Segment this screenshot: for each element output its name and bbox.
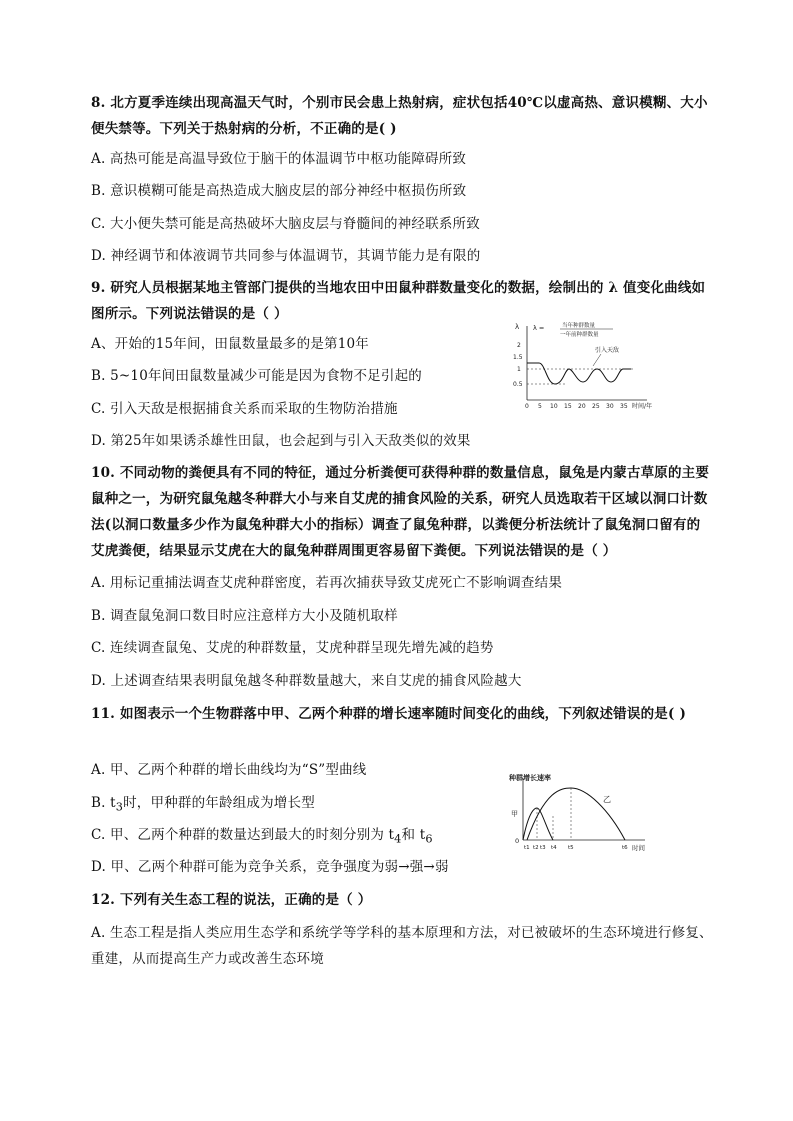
q11-stem: 11. 如图表示一个生物群落中甲、乙两个种群的增长速率随时间变化的曲线，下列叙述错误的是( ) [91,706,687,722]
growth-origin: 0 [515,837,520,845]
t1-label: t1 [524,845,530,851]
lambda-formula-denominator: 一年前种群数量 [560,332,599,338]
t6-label: t6 [622,845,628,851]
lambda-formula-lhs: λ = [533,324,545,332]
q11-option-a: A. 甲、乙两个种群的增长曲线均为“S”型曲线 [91,762,367,778]
q8-option-d: D. 神经调节和体液调节共同参与体温调节，其调节能力是有限的 [91,248,481,264]
t4-label: t4 [551,845,557,851]
lambda-y-tick-1: 1 [517,366,521,373]
q9-stem: 9. 研究人员根据某地主管部门提供的当地农田中田鼠种群数量变化的数据，绘制出的 λ 值变化曲线如图所示。下列说法错误的是（ ） [91,280,706,322]
q10-option-c: C. 连续调查鼠兔、艾虎的种群数量，艾虎种群呈现先增先减的趋势 [91,640,494,656]
lambda-x-tick: 20 [578,403,586,410]
q12-option-a: A. 生态工程是指人类应用生态学和系统学等学科的基本原理和方法，对已被破坏的生态环境进行修复、重建，从而提高生产力或改善生态环境 [91,925,713,967]
lambda-x-axis-label: 时间/年 [632,403,653,410]
q8-option-a: A. 高热可能是高温导致位于脑干的体温调节中枢功能障碍所致 [91,151,467,167]
q8-stem: 8. 北方夏季连续出现高温天气时，个别市民会患上热射病，症状包括40℃以虚高热、意识模糊、大小便失禁等。下列关于热射病的分析，不正确的是( ) [91,95,708,137]
curve-yi-label: 乙 [603,795,611,804]
q11-option-c: C. 甲、乙两个种群的数量达到最大的时刻分别为 $t_4$和 $t_6$ [91,827,433,846]
q10-option-d: D. 上述调查结果表明鼠兔越冬种群数量越大，来自艾虎的捕食风险越大 [91,673,522,689]
t3-label: t3 [540,845,546,851]
t5-label: t5 [568,845,574,851]
growth-x-axis-label: 时间 [632,844,645,852]
lambda-y-tick-2: 2 [517,342,521,349]
lambda-curve [527,363,631,384]
q8-option-c: C. 大小便失禁可能是高热破坏大脑皮层与脊髓间的神经联系所致 [91,216,480,232]
q11-option-d: D. 甲、乙两个种群可能为竞争关系，竞争强度为弱→强→弱 [91,859,449,875]
lambda-figure [505,320,665,410]
lambda-formula-numerator: 当年种群数量 [562,323,596,329]
q9-option-c: C. 引入天敌是根据捕食关系而采取的生物防治措施 [91,401,398,417]
curve-jia [523,808,553,840]
q10-option-b: B. 调查鼠兔洞口数目时应注意样方大小及随机取样 [91,608,398,624]
growth-y-axis-label: 种群增长速率 [509,774,551,782]
lambda-x-tick: 0 [525,403,529,410]
lambda-x-tick: 30 [606,403,614,410]
q8-option-b: B. 意识模糊可能是高热造成大脑皮层的部分神经中枢损伤所致 [91,183,467,199]
q12-stem: 12. 下列有关生态工程的说法，正确的是（ ） [91,892,372,908]
annotation-arrow [593,354,601,366]
lambda-x-tick: 35 [620,403,628,410]
q9-option-b: B. 5~10年间田鼠数量减少可能是因为食物不足引起的 [91,368,422,384]
t2-label: t2 [533,845,539,851]
lambda-x-tick: 5 [538,403,542,410]
q11-option-b: B. $t_3$时，甲种群的年龄组成为增长型 [91,795,315,814]
q9-option-a: A、开始的15年间，田鼠数量最多的是第10年 [91,336,370,352]
q9-option-d: D. 第25年如果诱杀雄性田鼠，也会起到与引入天敌类似的效果 [91,433,471,449]
lambda-annotation: 引入天敌 [595,347,620,354]
lambda-x-tick: 25 [592,403,600,410]
q10-option-a: A. 用标记重捕法调查艾虎种群密度，若再次捕获导致艾虎死亡不影响调查结果 [91,575,563,591]
growth-rate-figure [505,770,665,855]
q10-stem: 10. 不同动物的粪便具有不同的特征，通过分析粪便可获得种群的数量信息，鼠兔是内蒙古草原的主要鼠种之一，为研究鼠兔越冬种群大小与来自艾虎的捕食风险的关系，研究人员选取若干区域以洞口计数法(以洞口数量多少作为鼠兔种群大小的指标）调查了鼠兔种群，以粪便分析法统计了鼠兔洞口留有的艾虎粪便，结果显示艾虎在大的鼠兔种群周围更容易留下粪便。下列说法错误的是（ ） [91,465,710,559]
lambda-axis-label: λ [515,323,520,331]
lambda-y-tick-1.5: 1.5 [513,354,523,361]
lambda-x-tick: 10 [550,403,558,410]
curve-jia-label: 甲 [511,810,518,818]
lambda-y-tick-0.5: 0.5 [513,381,523,388]
lambda-x-tick: 15 [564,403,572,410]
